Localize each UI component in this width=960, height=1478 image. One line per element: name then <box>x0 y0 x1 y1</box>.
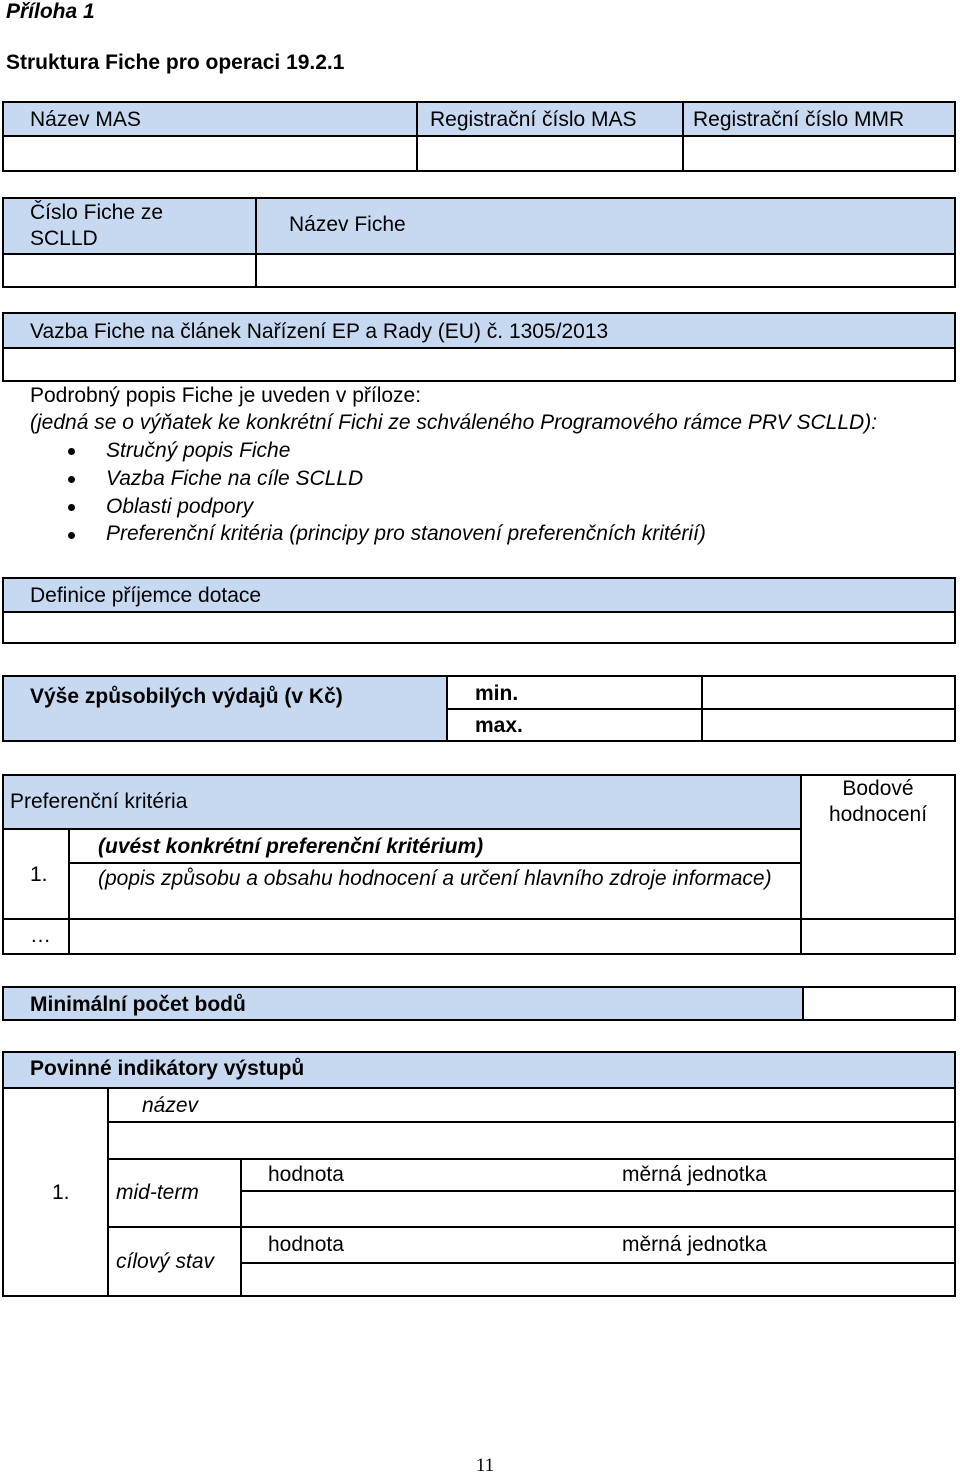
indikator-name-label: název <box>142 1094 199 1117</box>
midterm-label: mid-term <box>116 1181 199 1204</box>
kriteria-label: Preferenční kritéria <box>10 790 188 813</box>
indikatory-label: Povinné indikátory výstupů <box>30 1057 305 1080</box>
page-number: 11 <box>475 1455 495 1476</box>
vydaje-label: Výše způsobilých výdajů (v Kč) <box>30 685 343 708</box>
vydaje-max-field[interactable] <box>703 710 954 740</box>
indikator-name-field[interactable] <box>109 1123 954 1158</box>
kriteria-row-name: (uvést konkrétní preferenční kritérium) <box>98 835 484 858</box>
cilovy-value-label: hodnota <box>268 1233 344 1256</box>
score-row2-field[interactable] <box>802 920 954 953</box>
popis-heading: Podrobný popis Fiche je uveden v příloze: <box>30 384 422 407</box>
mmr-registration-header: Registrační číslo MMR <box>693 108 905 131</box>
kriteria-row-description: (popis způsobu a obsahu hodnocení a určení hlavního zdroje informace) <box>98 867 772 890</box>
fiche-name-field[interactable] <box>257 255 954 286</box>
indikator-number: 1. <box>52 1181 70 1204</box>
popis-item: Oblasti podpory <box>106 495 254 518</box>
midterm-value-label: hodnota <box>268 1163 344 1186</box>
kriteria-row-ellipsis: … <box>30 924 51 947</box>
fiche-number-header: Číslo Fiche ze SCLLD <box>30 201 164 250</box>
minimum-field[interactable] <box>804 988 954 1019</box>
popis-item: Stručný popis Fiche <box>106 439 291 462</box>
mas-name-header: Název MAS <box>30 108 141 131</box>
bullet-icon <box>68 448 75 455</box>
cilovy-stav-label: cílový stav <box>116 1250 215 1273</box>
mas-registration-header: Registrační číslo MAS <box>430 108 637 131</box>
kriteria-row2-field[interactable] <box>70 920 800 953</box>
cilovy-value-field[interactable] <box>242 1264 954 1295</box>
midterm-unit-label: měrná jednotka <box>622 1163 767 1186</box>
vydaje-max-label: max. <box>475 714 523 737</box>
fiche-number-field[interactable] <box>4 255 255 286</box>
vazba-field[interactable] <box>4 349 954 380</box>
annex-label: Příloha 1 <box>6 0 95 23</box>
vydaje-min-field[interactable] <box>703 677 954 708</box>
definice-label: Definice příjemce dotace <box>30 584 262 607</box>
minimum-label: Minimální počet bodů <box>30 993 246 1016</box>
cilovy-unit-label: měrná jednotka <box>622 1233 767 1256</box>
vazba-label: Vazba Fiche na článek Nařízení EP a Rady (EU) č. 1305/2013 <box>30 320 609 343</box>
kriteria-row-number: 1. <box>30 863 48 886</box>
score-header: Bodové hodnocení <box>828 777 928 826</box>
score-field[interactable] <box>802 830 954 918</box>
page-title: Struktura Fiche pro operaci 19.2.1 <box>6 51 345 74</box>
vydaje-min-label: min. <box>475 682 519 705</box>
bullet-icon <box>68 532 75 539</box>
bullet-icon <box>68 476 75 483</box>
fiche-name-header: Název Fiche <box>289 213 406 236</box>
definice-field[interactable] <box>4 613 954 642</box>
mas-name-field[interactable] <box>4 137 416 170</box>
mmr-registration-field[interactable] <box>684 137 954 170</box>
popis-item: Vazba Fiche na cíle SCLLD <box>106 467 364 490</box>
midterm-value-field[interactable] <box>242 1192 954 1226</box>
bullet-icon <box>68 504 75 511</box>
popis-note: (jedná se o výňatek ke konkrétní Fichi ze schváleného Programového rámce PRV SCLLD): <box>30 411 878 434</box>
mas-registration-field[interactable] <box>418 137 682 170</box>
popis-item: Preferenční kritéria (principy pro stanovení preferenčních kritérií) <box>106 522 706 545</box>
